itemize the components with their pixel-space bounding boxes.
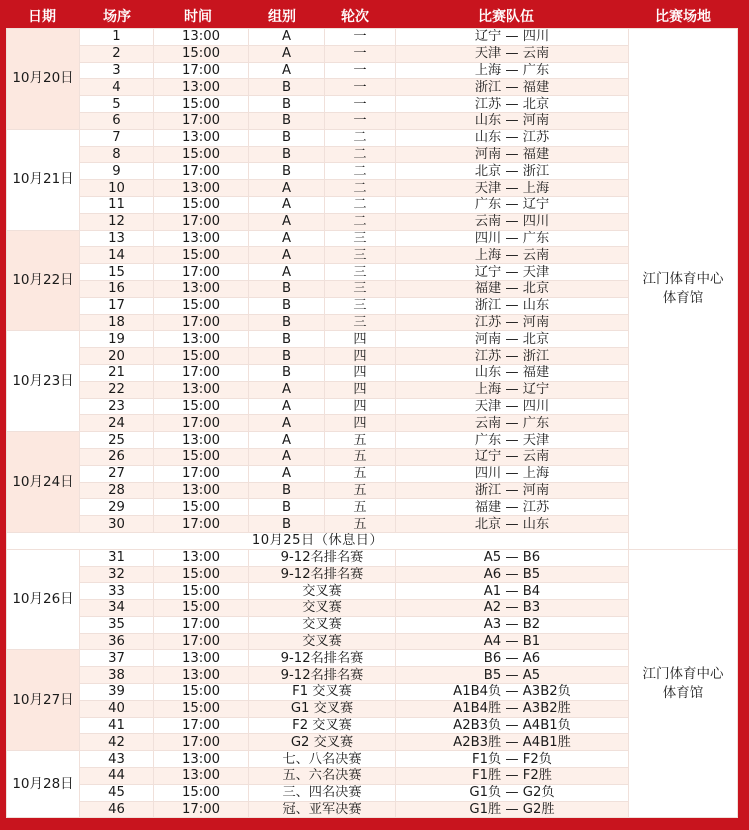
- match-no-cell: 23: [80, 398, 154, 415]
- match-no-cell: 40: [80, 700, 154, 717]
- match-no-cell: 43: [80, 751, 154, 768]
- table-row: [7, 364, 738, 381]
- teams-cell: 江苏 — 浙江: [396, 348, 629, 365]
- match-no-cell: 22: [80, 381, 154, 398]
- match-no-cell: 44: [80, 768, 154, 785]
- match-no-cell: 8: [80, 146, 154, 163]
- match-no-cell: 34: [80, 600, 154, 617]
- stage-cell: 交叉赛: [249, 583, 396, 600]
- teams-cell: A3 — B2: [396, 616, 629, 633]
- stage-cell: F2 交叉赛: [249, 717, 396, 734]
- table-row: [7, 768, 738, 785]
- table-row: [7, 348, 738, 365]
- schedule-table: [6, 28, 738, 818]
- rest-day-cell: 10月25日（休息日）: [7, 532, 629, 549]
- time-cell: 17:00: [154, 62, 249, 79]
- match-no-cell: 31: [80, 549, 154, 566]
- round-cell: 二: [325, 196, 396, 213]
- match-no-cell: 36: [80, 633, 154, 650]
- table-row: [7, 751, 738, 768]
- match-no-cell: 35: [80, 616, 154, 633]
- time-cell: 17:00: [154, 415, 249, 432]
- table-row: [7, 129, 738, 146]
- table-row: [7, 112, 738, 129]
- date-cell: 10月20日: [7, 29, 80, 130]
- time-cell: 17:00: [154, 364, 249, 381]
- table-row: [7, 583, 738, 600]
- table-row: [7, 96, 738, 113]
- table-row: [7, 432, 738, 449]
- teams-cell: 北京 — 浙江: [396, 163, 629, 180]
- time-cell: 15:00: [154, 398, 249, 415]
- group-cell: A: [249, 415, 325, 432]
- round-cell: 三: [325, 247, 396, 264]
- group-cell: B: [249, 146, 325, 163]
- time-cell: 13:00: [154, 230, 249, 247]
- table-row: [7, 398, 738, 415]
- round-cell: 二: [325, 163, 396, 180]
- header-match-no: 场序: [103, 9, 131, 25]
- time-cell: 17:00: [154, 163, 249, 180]
- time-cell: 13:00: [154, 650, 249, 667]
- group-cell: B: [249, 79, 325, 96]
- header-teams: 比赛队伍: [478, 9, 534, 25]
- teams-cell: 四川 — 上海: [396, 465, 629, 482]
- table-row: [7, 415, 738, 432]
- group-cell: A: [249, 432, 325, 449]
- round-cell: 二: [325, 180, 396, 197]
- time-cell: 13:00: [154, 549, 249, 566]
- time-cell: 15:00: [154, 566, 249, 583]
- header-venue: 比赛场地: [655, 9, 711, 25]
- match-no-cell: 39: [80, 684, 154, 701]
- date-cell: 10月27日: [7, 650, 80, 751]
- time-cell: 13:00: [154, 768, 249, 785]
- time-cell: 13:00: [154, 432, 249, 449]
- round-cell: 四: [325, 398, 396, 415]
- match-no-cell: 42: [80, 734, 154, 751]
- round-cell: 一: [325, 62, 396, 79]
- table-row: [7, 633, 738, 650]
- match-no-cell: 25: [80, 432, 154, 449]
- time-cell: 17:00: [154, 633, 249, 650]
- match-no-cell: 19: [80, 331, 154, 348]
- teams-cell: 浙江 — 山东: [396, 297, 629, 314]
- group-cell: A: [249, 230, 325, 247]
- group-cell: A: [249, 29, 325, 46]
- round-cell: 四: [325, 415, 396, 432]
- time-cell: 17:00: [154, 616, 249, 633]
- teams-cell: B6 — A6: [396, 650, 629, 667]
- teams-cell: A1 — B4: [396, 583, 629, 600]
- teams-cell: 四川 — 广东: [396, 230, 629, 247]
- group-cell: A: [249, 398, 325, 415]
- table-row: [7, 146, 738, 163]
- time-cell: 15:00: [154, 297, 249, 314]
- table-row: [7, 448, 738, 465]
- round-cell: 三: [325, 230, 396, 247]
- table-row: [7, 230, 738, 247]
- teams-cell: 天津 — 云南: [396, 45, 629, 62]
- table-row: [7, 465, 738, 482]
- date-cell: 10月22日: [7, 230, 80, 331]
- table-row: [7, 314, 738, 331]
- table-row: [7, 180, 738, 197]
- group-cell: A: [249, 62, 325, 79]
- rest-day-row: [7, 532, 738, 549]
- round-cell: 一: [325, 79, 396, 96]
- match-no-cell: 18: [80, 314, 154, 331]
- match-no-cell: 46: [80, 801, 154, 818]
- time-cell: 13:00: [154, 280, 249, 297]
- group-cell: A: [249, 213, 325, 230]
- teams-cell: 福建 — 江苏: [396, 499, 629, 516]
- match-no-cell: 7: [80, 129, 154, 146]
- group-cell: B: [249, 297, 325, 314]
- group-cell: B: [249, 163, 325, 180]
- table-row: [7, 62, 738, 79]
- time-cell: 15:00: [154, 700, 249, 717]
- round-cell: 一: [325, 96, 396, 113]
- match-no-cell: 16: [80, 280, 154, 297]
- table-row: [7, 600, 738, 617]
- table-row: [7, 45, 738, 62]
- date-cell: 10月21日: [7, 129, 80, 230]
- group-cell: A: [249, 381, 325, 398]
- date-cell: 10月28日: [7, 751, 80, 818]
- table-row: [7, 717, 738, 734]
- match-no-cell: 1: [80, 29, 154, 46]
- match-no-cell: 26: [80, 448, 154, 465]
- teams-cell: A2B3胜 — A4B1胜: [396, 734, 629, 751]
- table-row: [7, 29, 738, 46]
- time-cell: 13:00: [154, 751, 249, 768]
- group-cell: B: [249, 499, 325, 516]
- round-cell: 五: [325, 432, 396, 449]
- teams-cell: 浙江 — 福建: [396, 79, 629, 96]
- time-cell: 13:00: [154, 79, 249, 96]
- time-cell: 15:00: [154, 196, 249, 213]
- teams-cell: F1负 — F2负: [396, 751, 629, 768]
- match-no-cell: 14: [80, 247, 154, 264]
- group-cell: B: [249, 280, 325, 297]
- group-cell: A: [249, 196, 325, 213]
- table-row: [7, 499, 738, 516]
- teams-cell: 河南 — 福建: [396, 146, 629, 163]
- teams-cell: 辽宁 — 四川: [396, 29, 629, 46]
- table-row: [7, 734, 738, 751]
- teams-cell: 上海 — 辽宁: [396, 381, 629, 398]
- match-no-cell: 9: [80, 163, 154, 180]
- group-cell: A: [249, 45, 325, 62]
- round-cell: 四: [325, 364, 396, 381]
- time-cell: 15:00: [154, 600, 249, 617]
- table-row: [7, 79, 738, 96]
- table-row: [7, 684, 738, 701]
- table-row: [7, 566, 738, 583]
- teams-cell: A6 — B5: [396, 566, 629, 583]
- time-cell: 13:00: [154, 331, 249, 348]
- time-cell: 15:00: [154, 583, 249, 600]
- venue-cell: 江门体育中心 体育馆: [629, 549, 738, 818]
- round-cell: 二: [325, 146, 396, 163]
- table-row: [7, 331, 738, 348]
- match-no-cell: 21: [80, 364, 154, 381]
- stage-cell: 交叉赛: [249, 633, 396, 650]
- teams-cell: 天津 — 上海: [396, 180, 629, 197]
- table-row: [7, 280, 738, 297]
- header-time: 时间: [184, 9, 212, 25]
- stage-cell: 冠、亚军决赛: [249, 801, 396, 818]
- time-cell: 13:00: [154, 129, 249, 146]
- stage-cell: 交叉赛: [249, 600, 396, 617]
- teams-cell: 云南 — 四川: [396, 213, 629, 230]
- match-no-cell: 24: [80, 415, 154, 432]
- time-cell: 15:00: [154, 45, 249, 62]
- round-cell: 二: [325, 129, 396, 146]
- time-cell: 13:00: [154, 667, 249, 684]
- teams-cell: A2B3负 — A4B1负: [396, 717, 629, 734]
- match-no-cell: 4: [80, 79, 154, 96]
- group-cell: B: [249, 96, 325, 113]
- teams-cell: 云南 — 广东: [396, 415, 629, 432]
- header-date: 日期: [28, 9, 56, 25]
- round-cell: 一: [325, 29, 396, 46]
- match-no-cell: 17: [80, 297, 154, 314]
- match-no-cell: 11: [80, 196, 154, 213]
- round-cell: 二: [325, 213, 396, 230]
- teams-cell: 山东 — 江苏: [396, 129, 629, 146]
- teams-cell: 辽宁 — 云南: [396, 448, 629, 465]
- round-cell: 三: [325, 280, 396, 297]
- match-no-cell: 6: [80, 112, 154, 129]
- table-row: [7, 801, 738, 818]
- stage-cell: 9-12名排名赛: [249, 549, 396, 566]
- date-cell: 10月26日: [7, 549, 80, 650]
- table-row: [7, 264, 738, 281]
- group-cell: A: [249, 448, 325, 465]
- time-cell: 17:00: [154, 264, 249, 281]
- teams-cell: A1B4负 — A3B2负: [396, 684, 629, 701]
- group-cell: B: [249, 112, 325, 129]
- teams-cell: F1胜 — F2胜: [396, 768, 629, 785]
- round-cell: 五: [325, 482, 396, 499]
- match-no-cell: 33: [80, 583, 154, 600]
- time-cell: 13:00: [154, 29, 249, 46]
- round-cell: 三: [325, 264, 396, 281]
- match-no-cell: 3: [80, 62, 154, 79]
- time-cell: 15:00: [154, 784, 249, 801]
- time-cell: 17:00: [154, 734, 249, 751]
- match-no-cell: 45: [80, 784, 154, 801]
- round-cell: 四: [325, 348, 396, 365]
- stage-cell: 五、六名决赛: [249, 768, 396, 785]
- round-cell: 五: [325, 516, 396, 533]
- teams-cell: 江苏 — 北京: [396, 96, 629, 113]
- teams-cell: 山东 — 河南: [396, 112, 629, 129]
- match-no-cell: 29: [80, 499, 154, 516]
- match-no-cell: 28: [80, 482, 154, 499]
- teams-cell: A4 — B1: [396, 633, 629, 650]
- table-row: [7, 650, 738, 667]
- teams-cell: 河南 — 北京: [396, 331, 629, 348]
- stage-cell: 交叉赛: [249, 616, 396, 633]
- stage-cell: 9-12名排名赛: [249, 667, 396, 684]
- teams-cell: G1负 — G2负: [396, 784, 629, 801]
- teams-cell: 江苏 — 河南: [396, 314, 629, 331]
- table-row: [7, 381, 738, 398]
- group-cell: B: [249, 331, 325, 348]
- date-cell: 10月24日: [7, 432, 80, 533]
- stage-cell: 七、八名决赛: [249, 751, 396, 768]
- table-row: [7, 482, 738, 499]
- table-row: [7, 616, 738, 633]
- stage-cell: 三、四名决赛: [249, 784, 396, 801]
- group-cell: B: [249, 348, 325, 365]
- stage-cell: 9-12名排名赛: [249, 566, 396, 583]
- table-row: [7, 247, 738, 264]
- teams-cell: B5 — A5: [396, 667, 629, 684]
- match-no-cell: 38: [80, 667, 154, 684]
- group-cell: B: [249, 482, 325, 499]
- time-cell: 17:00: [154, 717, 249, 734]
- time-cell: 17:00: [154, 465, 249, 482]
- teams-cell: 天津 — 四川: [396, 398, 629, 415]
- round-cell: 一: [325, 45, 396, 62]
- table-row: [7, 549, 738, 566]
- group-cell: B: [249, 129, 325, 146]
- header-group: 组别: [268, 9, 296, 25]
- header-round: 轮次: [341, 9, 369, 25]
- match-no-cell: 41: [80, 717, 154, 734]
- teams-cell: 广东 — 辽宁: [396, 196, 629, 213]
- group-cell: B: [249, 314, 325, 331]
- time-cell: 15:00: [154, 96, 249, 113]
- match-no-cell: 13: [80, 230, 154, 247]
- group-cell: B: [249, 516, 325, 533]
- time-cell: 15:00: [154, 247, 249, 264]
- teams-cell: 福建 — 北京: [396, 280, 629, 297]
- time-cell: 13:00: [154, 482, 249, 499]
- table-row: [7, 213, 738, 230]
- time-cell: 17:00: [154, 801, 249, 818]
- match-no-cell: 5: [80, 96, 154, 113]
- time-cell: 15:00: [154, 348, 249, 365]
- stage-cell: G1 交叉赛: [249, 700, 396, 717]
- group-cell: A: [249, 264, 325, 281]
- match-no-cell: 2: [80, 45, 154, 62]
- table-row: [7, 516, 738, 533]
- table-row: [7, 297, 738, 314]
- group-cell: B: [249, 364, 325, 381]
- match-no-cell: 30: [80, 516, 154, 533]
- teams-cell: 山东 — 福建: [396, 364, 629, 381]
- round-cell: 五: [325, 499, 396, 516]
- table-row: [7, 784, 738, 801]
- round-cell: 三: [325, 297, 396, 314]
- table-row: [7, 700, 738, 717]
- time-cell: 17:00: [154, 213, 249, 230]
- time-cell: 15:00: [154, 448, 249, 465]
- match-no-cell: 20: [80, 348, 154, 365]
- teams-cell: 广东 — 天津: [396, 432, 629, 449]
- time-cell: 17:00: [154, 112, 249, 129]
- teams-cell: G1胜 — G2胜: [396, 801, 629, 818]
- teams-cell: 上海 — 云南: [396, 247, 629, 264]
- time-cell: 17:00: [154, 314, 249, 331]
- round-cell: 三: [325, 314, 396, 331]
- time-cell: 15:00: [154, 684, 249, 701]
- match-no-cell: 27: [80, 465, 154, 482]
- round-cell: 一: [325, 112, 396, 129]
- match-no-cell: 15: [80, 264, 154, 281]
- teams-cell: 浙江 — 河南: [396, 482, 629, 499]
- table-row: [7, 163, 738, 180]
- teams-cell: 辽宁 — 天津: [396, 264, 629, 281]
- round-cell: 五: [325, 448, 396, 465]
- teams-cell: 北京 — 山东: [396, 516, 629, 533]
- teams-cell: A5 — B6: [396, 549, 629, 566]
- group-cell: A: [249, 180, 325, 197]
- teams-cell: A1B4胜 — A3B2胜: [396, 700, 629, 717]
- time-cell: 13:00: [154, 381, 249, 398]
- date-cell: 10月23日: [7, 331, 80, 432]
- group-cell: A: [249, 465, 325, 482]
- round-cell: 四: [325, 331, 396, 348]
- round-cell: 五: [325, 465, 396, 482]
- time-cell: 15:00: [154, 499, 249, 516]
- table-row: [7, 196, 738, 213]
- time-cell: 13:00: [154, 180, 249, 197]
- group-cell: A: [249, 247, 325, 264]
- teams-cell: A2 — B3: [396, 600, 629, 617]
- stage-cell: G2 交叉赛: [249, 734, 396, 751]
- match-no-cell: 12: [80, 213, 154, 230]
- match-no-cell: 32: [80, 566, 154, 583]
- table-row: [7, 667, 738, 684]
- teams-cell: 上海 — 广东: [396, 62, 629, 79]
- venue-cell: 江门体育中心 体育馆: [629, 29, 738, 550]
- stage-cell: 9-12名排名赛: [249, 650, 396, 667]
- stage-cell: F1 交叉赛: [249, 684, 396, 701]
- round-cell: 四: [325, 381, 396, 398]
- match-no-cell: 10: [80, 180, 154, 197]
- match-no-cell: 37: [80, 650, 154, 667]
- time-cell: 15:00: [154, 146, 249, 163]
- table-header: [0, 0, 749, 28]
- time-cell: 17:00: [154, 516, 249, 533]
